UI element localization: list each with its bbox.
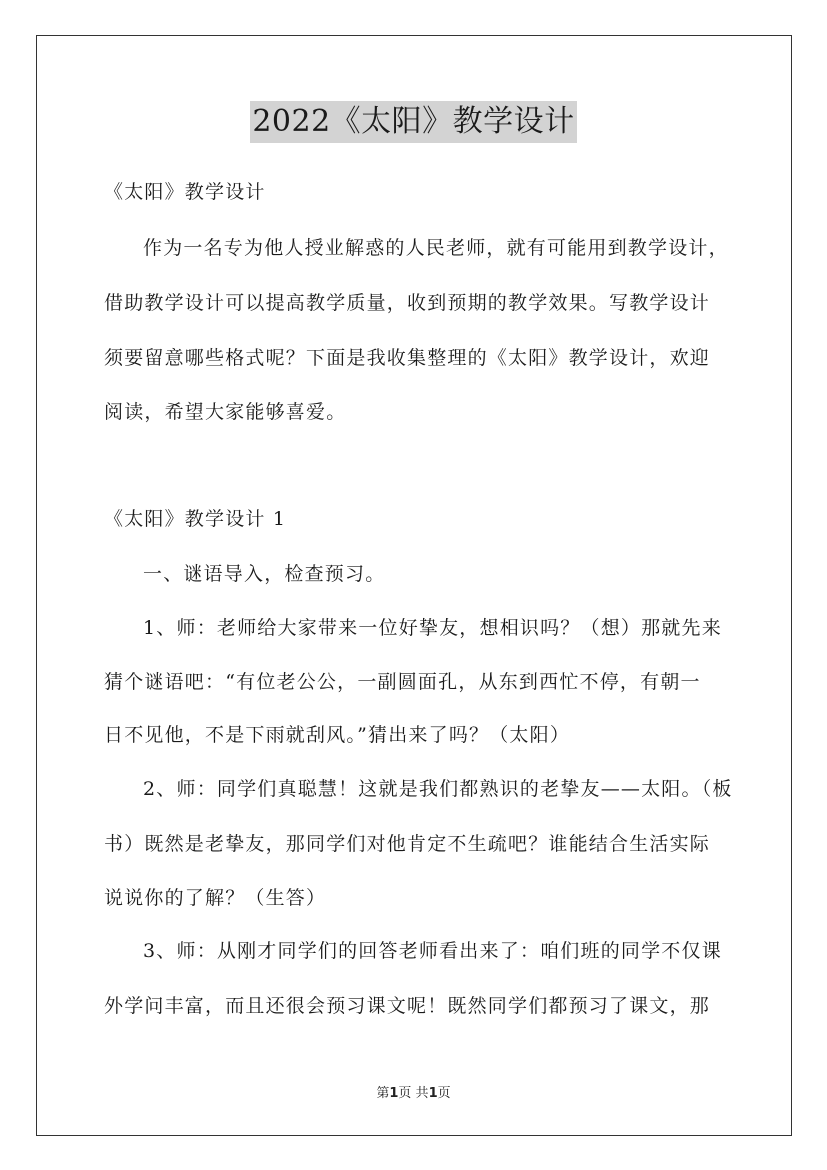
paragraph-line: 猜个谜语吧：“有位老公公，一副圆面孔，从东到西忙不停，有朝一 xyxy=(104,671,701,693)
paragraph-line: 书）既然是老挚友，那同学们对他肯定不生疏吧？谁能结合生活实际 xyxy=(104,833,711,855)
paragraph-line: 作为一名专为他人授业解惑的人民老师，就有可能用到教学设计， xyxy=(143,237,729,259)
footer-suffix: 页 xyxy=(437,1086,451,1101)
page-footer xyxy=(0,1082,827,1101)
document-title: 2022《太阳》教学设计 xyxy=(250,101,576,143)
paragraph-line: 1、师：老师给大家带来一位好挚友，想相识吗？（想）那就先来 xyxy=(143,617,722,639)
paragraph-line: 日不见他，不是下雨就刮风。”猜出来了吗？（太阳） xyxy=(104,724,571,746)
footer-page-number: 1 xyxy=(389,1086,399,1101)
paragraph-line: 一、谜语导入，检查预习。 xyxy=(143,563,386,585)
title-container xyxy=(0,101,827,143)
paragraph-line: 外学问丰富，而且还很会预习课文呢！既然同学们都预习了课文，那 xyxy=(104,995,711,1017)
paragraph-line: 说说你的了解？（生答） xyxy=(104,887,327,909)
paragraph-line: 2、师：同学们真聪慧！这就是我们都熟识的老挚友——太阳。（板 xyxy=(143,778,733,800)
paragraph-line: 3、师：从刚才同学们的回答老师看出来了：咱们班的同学不仅课 xyxy=(143,940,722,962)
section-heading: 《太阳》教学设计 xyxy=(104,181,266,203)
paragraph-line: 阅读，希望大家能够喜爱。 xyxy=(104,401,347,423)
paragraph-line: 借助教学设计可以提高教学质量，收到预期的教学效果。写教学设计 xyxy=(104,292,711,314)
section-heading: 《太阳》教学设计 1 xyxy=(104,508,287,530)
footer-prefix: 第 xyxy=(376,1086,390,1101)
footer-page-total: 1 xyxy=(428,1086,438,1101)
paragraph-line: 须要留意哪些格式呢？下面是我收集整理的《太阳》教学设计，欢迎 xyxy=(104,347,711,369)
footer-mid: 页 共 xyxy=(398,1086,429,1101)
